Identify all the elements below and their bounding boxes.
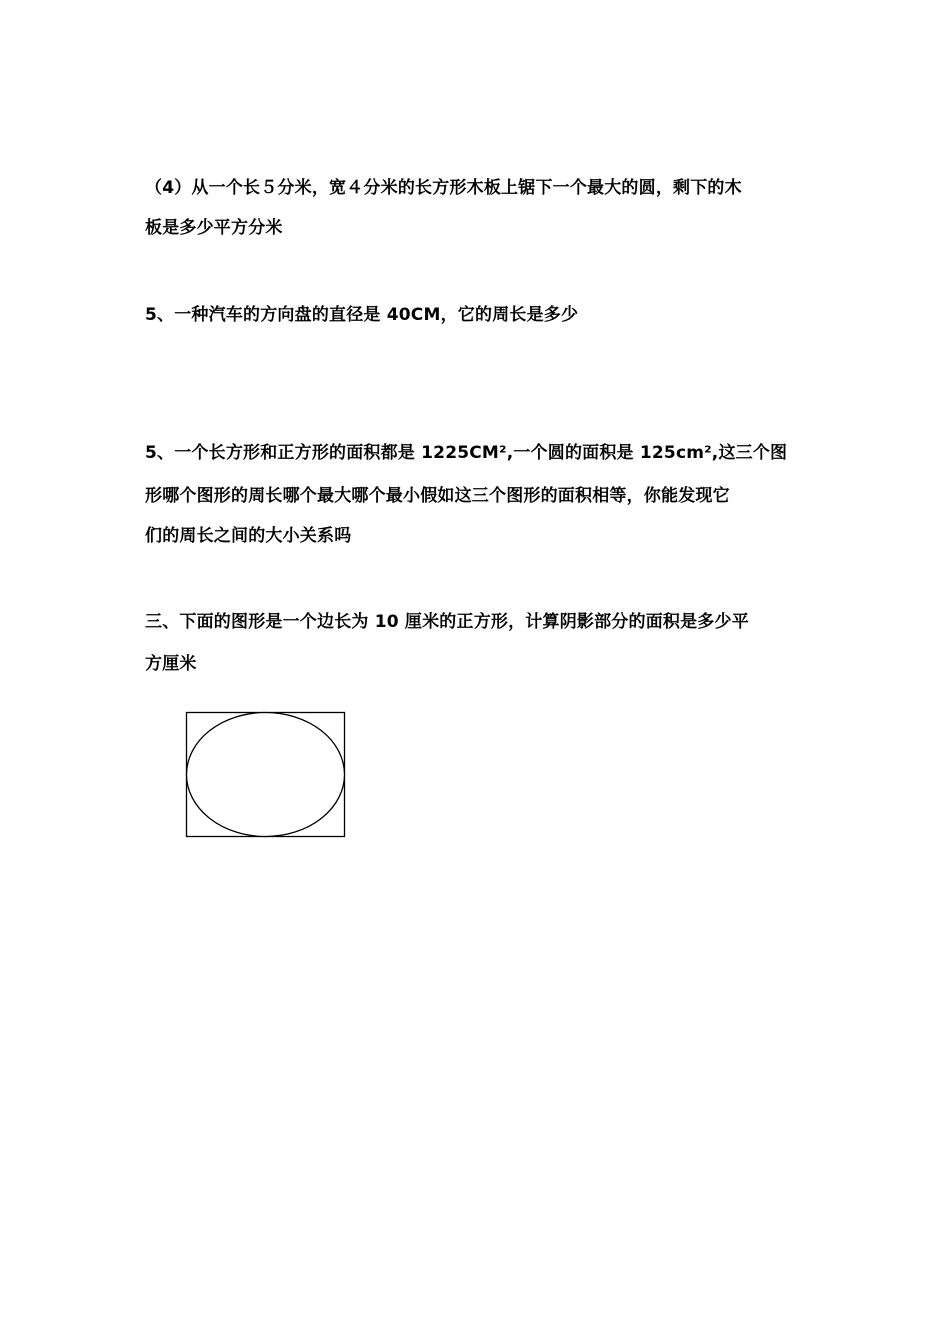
section-3-line-2: 方厘米 <box>145 654 197 674</box>
section-3-line-1: 三、下面的图形是一个边长为 10 厘米的正方形，计算阴影部分的面积是多少平 <box>145 612 749 632</box>
question-4-line-1: （4）从一个长５分米，宽４分米的长方形木板上锯下一个最大的圆，剩下的木 <box>145 178 742 198</box>
question-5a-text: 5、一种汽车的方向盘的直径是 40CM，它的周长是多少 <box>145 305 579 325</box>
square-with-circle-figure <box>185 711 347 839</box>
question-5b-line-2: 形哪个图形的周长哪个最大哪个最小假如这三个图形的面积相等，你能发现它 <box>145 486 730 506</box>
question-4-line-2: 板是多少平方分米 <box>145 218 283 238</box>
inscribed-ellipse <box>187 713 345 837</box>
question-5b-line-1: 5、一个长方形和正方形的面积都是 1225CM²,一个圆的面积是 125cm²,这三个图 <box>145 443 788 463</box>
question-5b-line-3: 们的周长之间的大小关系吗 <box>145 526 352 546</box>
